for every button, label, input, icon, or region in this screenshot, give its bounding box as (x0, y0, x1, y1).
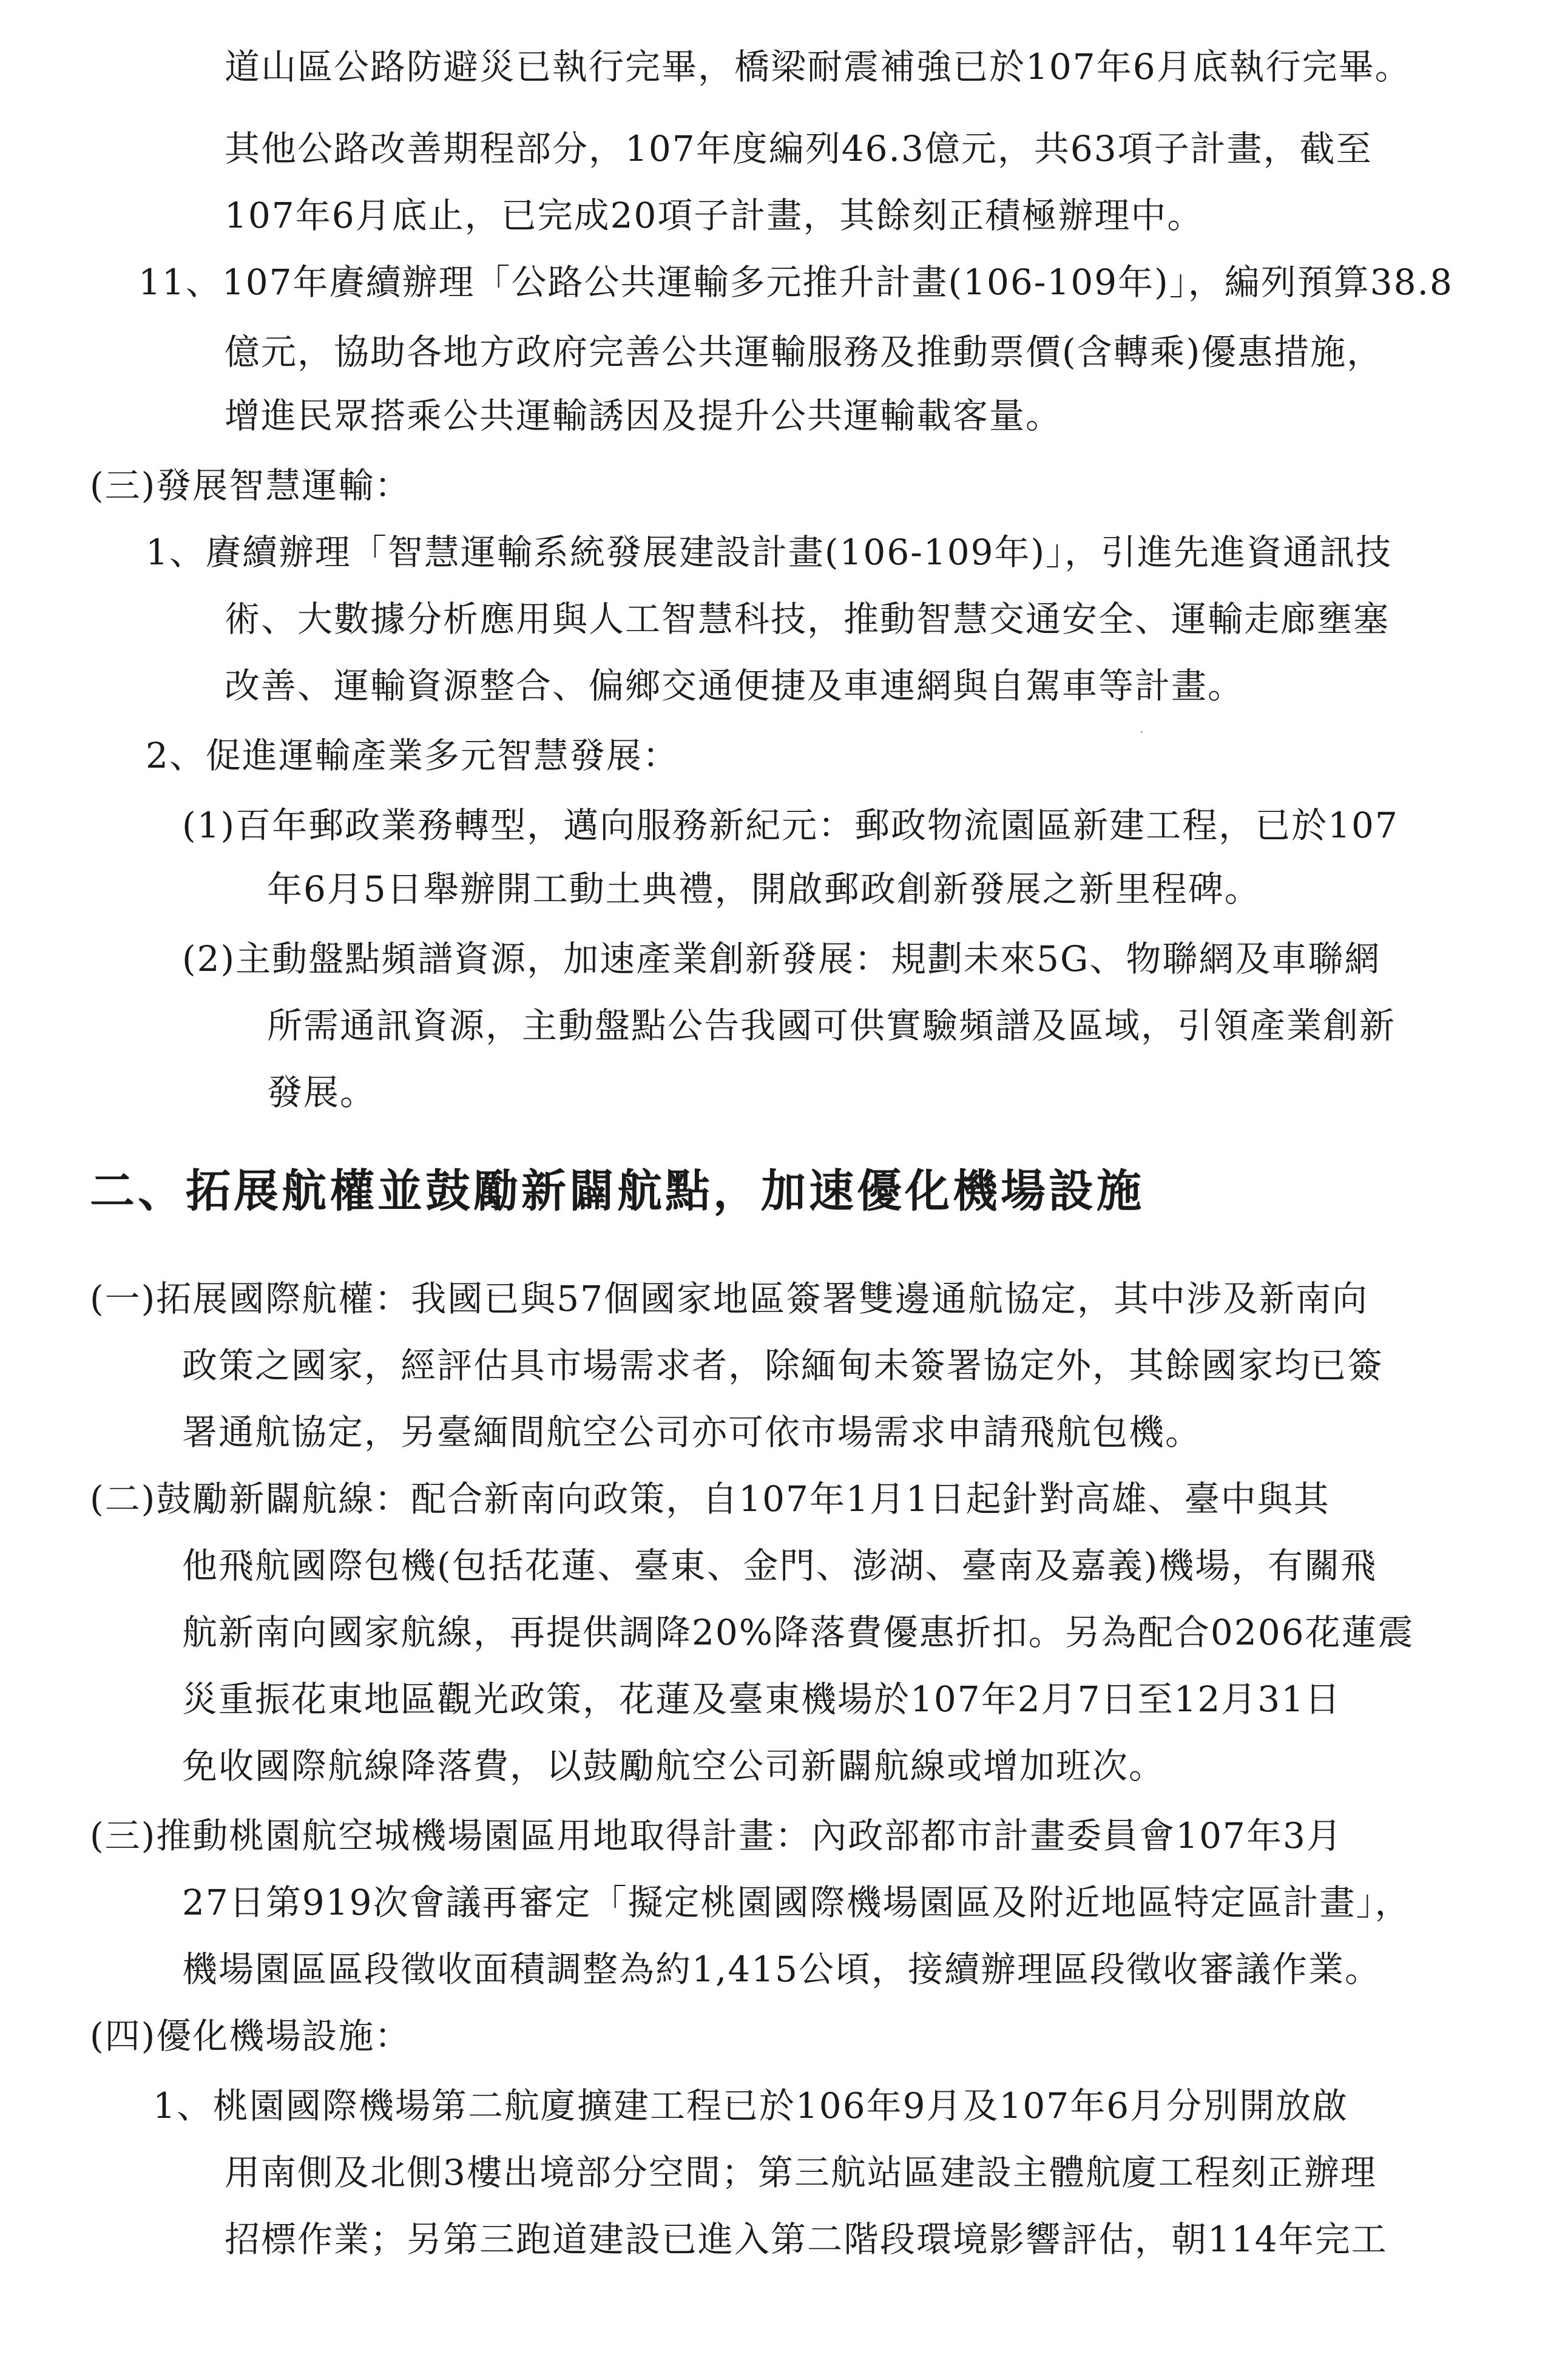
section-heading: 二、拓展航權並鼓勵新闢航點，加速優化機場設施 (90, 1165, 1144, 1217)
text-line: 政策之國家，經評估具市場需求者，除緬甸未簽署協定外，其餘國家均已簽 (182, 1345, 1384, 1386)
text-line: 11、107年賡續辦理「公路公共運輸多元推升計畫(106-109年)」，編列預算38.8 (138, 262, 1453, 303)
subsection-heading: (四)優化機場設施： (90, 2015, 411, 2057)
text-line: 億元，協助各地方政府完善公共運輸服務及推動票價(含轉乘)優惠措施， (225, 331, 1384, 373)
text-line: 用南側及北側3樓出境部分空間；第三航站區建設主體航廈工程刻正辦理 (225, 2152, 1377, 2193)
text-line: (1)百年郵政業務轉型，邁向服務新紀元：郵政物流園區新建工程，已於107 (182, 805, 1399, 846)
text-line: 道山區公路防避災已執行完畢，橋梁耐震補強已於107年6月底執行完畢。 (225, 46, 1411, 87)
text-line: (二)鼓勵新闢航線：配合新南向政策，自107年1月1日起針對高雄、臺中與其 (90, 1478, 1330, 1520)
text-line: 增進民眾搭乘公共運輸誘因及提升公共運輸載客量。 (225, 395, 1063, 436)
text-line: 術、大數據分析應用與人工智慧科技，推動智慧交通安全、運輸走廊壅塞 (225, 598, 1390, 640)
text-line: 發展。 (267, 1072, 377, 1113)
text-line: 招標作業；另第三跑道建設已進入第二階段環境影響評估，朝114年完工 (225, 2219, 1388, 2260)
scan-speck (1141, 731, 1143, 733)
text-line: 1、桃園國際機場第二航廈擴建工程已於106年9月及107年6月分別開放啟 (153, 2085, 1349, 2126)
subsection-heading: (三)發展智慧運輸： (90, 465, 411, 506)
text-line: (2)主動盤點頻譜資源，加速產業創新發展：規劃未來5G、物聯網及車聯網 (182, 938, 1381, 979)
text-line: 所需通訊資源，主動盤點公告我國可供實驗頻譜及區域，引領產業創新 (267, 1005, 1396, 1046)
text-line: 災重振花東地區觀光政策，花蓮及臺東機場於107年2月7日至12月31日 (182, 1679, 1342, 1720)
text-line: 航新南向國家航線，再提供調降20%降落費優惠折扣。另為配合0206花蓮震 (182, 1612, 1414, 1653)
text-line: 免收國際航線降落費，以鼓勵航空公司新闢航線或增加班次。 (182, 1745, 1166, 1787)
text-line: 改善、運輸資源整合、偏鄉交通便捷及車連網與自駕車等計畫。 (225, 665, 1245, 706)
text-line: 年6月5日舉辦開工動土典禮，開啟郵政創新發展之新里程碑。 (267, 868, 1261, 910)
text-line: 他飛航國際包機(包括花蓮、臺東、金門、澎湖、臺南及嘉義)機場，有關飛 (182, 1545, 1377, 1586)
text-line: 其他公路改善期程部分，107年度編列46.3億元，共63項子計畫，截至 (225, 128, 1373, 169)
text-line: 1、賡續辦理「智慧運輸系統發展建設計畫(106-109年)」，引進先進資通訊技 (146, 532, 1393, 573)
text-line: 107年6月底止，已完成20項子計畫，其餘刻正積極辦理中。 (225, 195, 1204, 236)
text-line: 2、促進運輸產業多元智慧發展： (146, 735, 679, 776)
text-line: (三)推動桃園航空城機場園區用地取得計畫：內政部都市計畫委員會107年3月 (90, 1815, 1343, 1856)
text-line: 機場園區區段徵收面積調整為約1,415公頃，接續辦理區段徵收審議作業。 (182, 1949, 1382, 1990)
text-line: 署通航協定，另臺緬間航空公司亦可依市場需求申請飛航包機。 (182, 1412, 1202, 1453)
text-line: (一)拓展國際航權：我國已與57個國家地區簽署雙邊通航協定，其中涉及新南向 (90, 1278, 1369, 1319)
text-line: 27日第919次會議再審定「擬定桃園國際機場園區及附近地區特定區計畫」， (182, 1882, 1411, 1923)
